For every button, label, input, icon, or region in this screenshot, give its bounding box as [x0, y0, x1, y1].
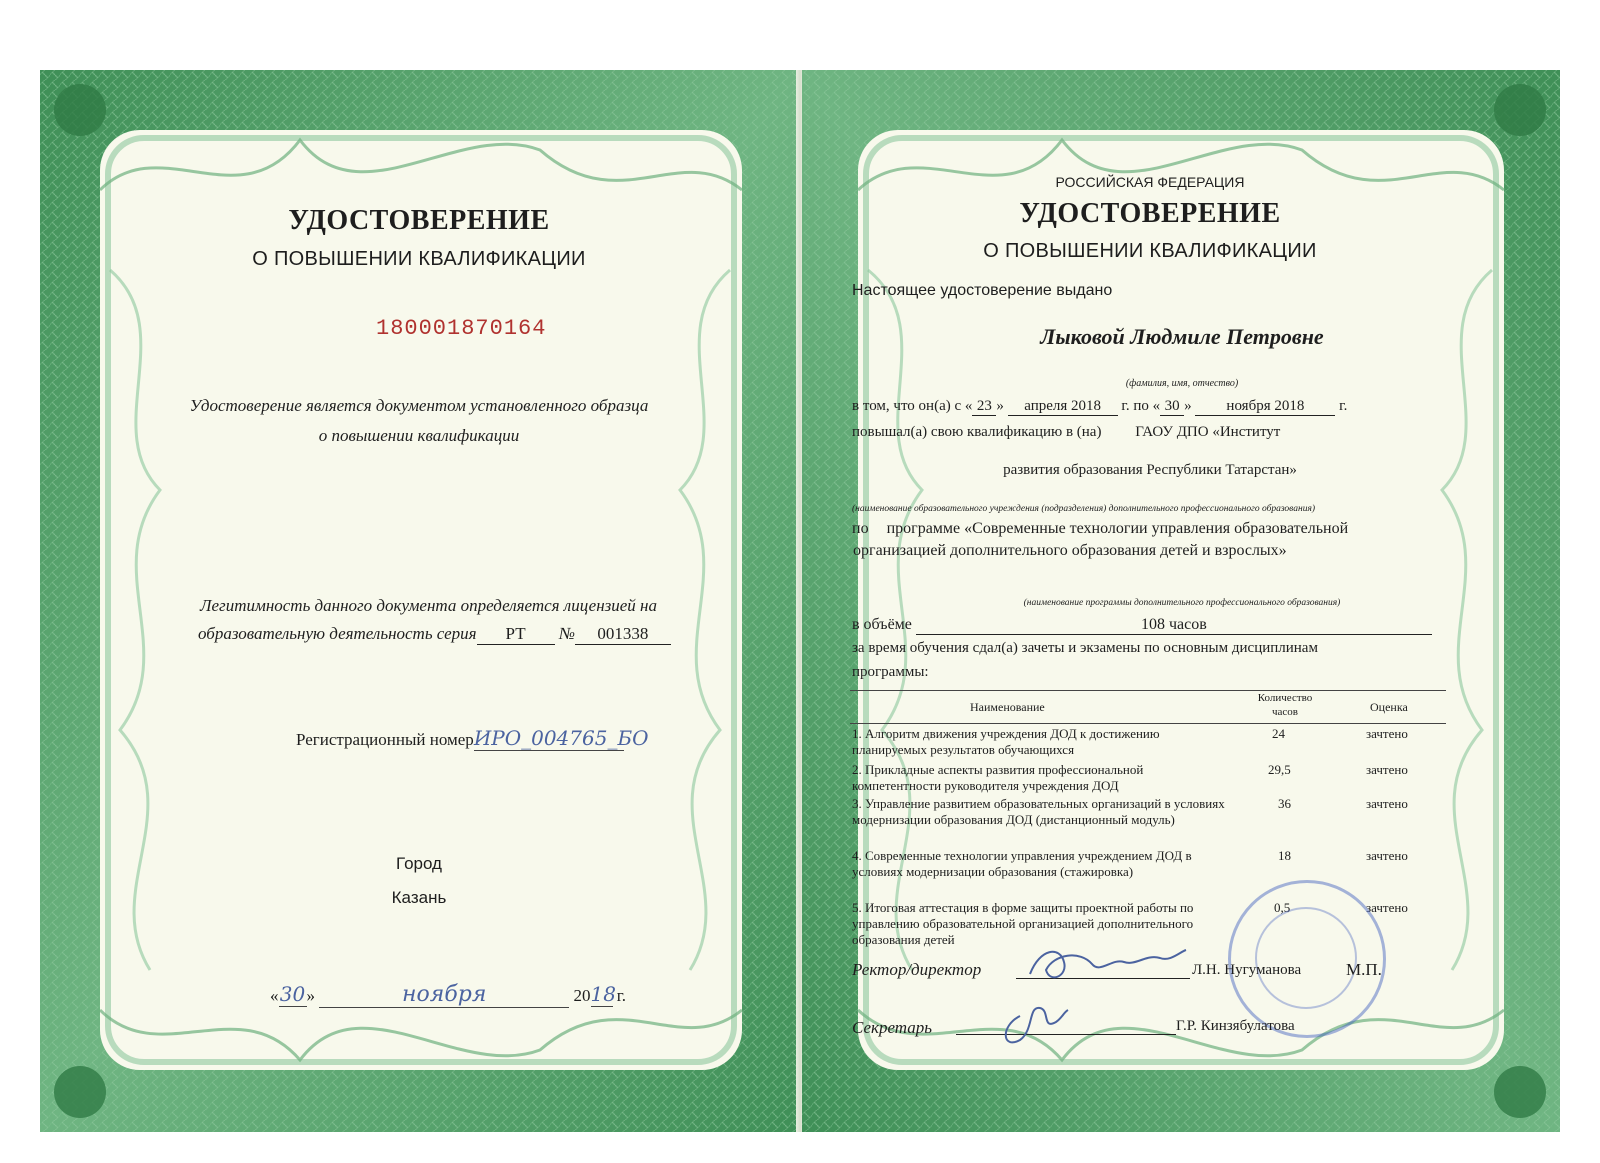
left-subtitle: О ПОВЫШЕНИИ КВАЛИФИКАЦИИ — [252, 248, 586, 270]
end-month: ноября 2018 — [1195, 398, 1335, 416]
legitimacy-line1: Легитимность данного документа определяется лицензией на — [200, 596, 657, 615]
row-hours: 0,5 — [1274, 900, 1291, 915]
table-row — [850, 760, 1446, 794]
rector-name: Л.Н. Нугуманова — [1192, 962, 1302, 978]
license-series: РТ — [477, 624, 555, 645]
table-row — [850, 724, 1446, 760]
date-day: 30 — [279, 982, 306, 1006]
country-label: РОССИЙСКАЯ ФЕДЕРАЦИЯ — [1055, 174, 1245, 190]
city-name: Казань — [391, 888, 447, 907]
left-page — [40, 70, 798, 1132]
row-grade: зачтено — [1366, 762, 1408, 777]
program-line2: организацией дополнительного образования детей и взрослых» — [853, 542, 1287, 559]
license-number: 001338 — [575, 624, 671, 645]
official-seal — [1228, 880, 1386, 1038]
statement-line1: Удостоверение является документом установленного образца — [189, 396, 649, 415]
registration-row — [296, 726, 649, 751]
table-header — [850, 690, 1446, 724]
legitimacy-line2 — [198, 624, 671, 645]
number-sign: № — [558, 624, 575, 643]
institution-line2: развития образования Республики Татарстан» — [1003, 462, 1297, 478]
mp-label: М.П. — [1346, 960, 1382, 979]
issued-to-label: Настоящее удостоверение выдано — [852, 282, 1113, 299]
date-open-quote: « — [270, 986, 279, 1005]
qualified-row — [852, 424, 1280, 441]
to-label: г. по « — [1121, 398, 1161, 414]
volume-value: 108 часов — [916, 616, 1432, 635]
qualified-prefix: повышал(а) свою квалификацию в (на) — [852, 424, 1102, 440]
row-name: 2. Прикладные аспекты развития профессиональной компетентности руководителя учреждения ДОД — [852, 762, 1144, 793]
row-name: 4. Современные технологии управления учреждением ДОД в условиях модернизации образования (стажировка) — [852, 848, 1192, 879]
secretary-name: Г.Р. Кинзябулатова — [1176, 1018, 1295, 1034]
exams-line2: программы: — [852, 664, 929, 680]
statement-line2: о повышении квалификации — [318, 426, 520, 445]
program-line1: программе «Современные технологии управления образовательной — [886, 520, 1349, 537]
row-grade: зачтено — [1366, 796, 1408, 811]
header-grade: Оценка — [1370, 700, 1408, 714]
row-grade: зачтено — [1366, 726, 1408, 741]
holder-full-name: Лыковой Людмиле Петровне — [1040, 324, 1324, 349]
serial-number: 180001870164 — [376, 316, 547, 341]
row-hours: 18 — [1278, 848, 1291, 863]
program-row — [852, 520, 1348, 538]
date-year-prefix: 20 — [573, 986, 591, 1005]
rector-label: Ректор/директор — [852, 960, 982, 979]
date-g: г. — [616, 986, 627, 1005]
period-prefix: в том, что он(а) с « — [852, 398, 973, 414]
city-label: Город — [396, 854, 442, 873]
start-day: 23 — [972, 398, 996, 416]
start-month: апреля 2018 — [1008, 398, 1118, 416]
program-prefix: по — [852, 520, 869, 537]
row-name: 3. Управление развитием образовательных организаций в условиях модернизации образования ДОД (дистанционный модуль) — [852, 796, 1225, 827]
volume-row — [852, 616, 1432, 635]
left-title: УДОСТОВЕРЕНИЕ — [288, 205, 550, 236]
row-grade: зачтено — [1366, 900, 1408, 915]
institution-caption: (наименование образовательного учреждения (подразделения) дополнительного профессионального образования) — [852, 504, 1316, 514]
exams-line1: за время обучения сдал(а) зачеты и экзамены по основным дисциплинам — [852, 640, 1318, 656]
row-name: 1. Алгоритм движения учреждения ДОД к достижению планируемых результатов обучающихся — [852, 726, 1160, 757]
right-title: УДОСТОВЕРЕНИЕ — [1019, 198, 1281, 229]
row-name: 5. Итоговая аттестация в форме защиты проектной работы по управлению образовательной организацией дополнительного образования детей — [852, 900, 1194, 947]
issue-date — [270, 982, 626, 1008]
header-name: Наименование — [970, 700, 1045, 714]
date-year-suffix: 18 — [590, 982, 616, 1006]
end-close: » — [1184, 398, 1192, 414]
legitimacy-prefix: образовательную деятельность серия — [198, 624, 477, 643]
date-close-quote: » — [306, 986, 315, 1005]
volume-label: в объёме — [852, 616, 912, 633]
rector-signature — [1020, 940, 1190, 990]
row-grade: зачтено — [1366, 848, 1408, 863]
registration-number: ИРО_004765_БО — [473, 726, 649, 750]
name-caption: (фамилия, имя, отчество) — [1125, 378, 1239, 389]
institution-line1: ГАОУ ДПО «Институт — [1135, 424, 1281, 440]
right-subtitle: О ПОВЫШЕНИИ КВАЛИФИКАЦИИ — [983, 240, 1317, 262]
study-period — [852, 398, 1347, 416]
end-day: 30 — [1160, 398, 1184, 416]
row-hours: 29,5 — [1268, 762, 1291, 777]
secretary-signature — [990, 996, 1070, 1056]
table-row — [850, 846, 1446, 898]
header-hours: Количество часов — [1257, 692, 1313, 718]
official-seal-inner — [1255, 907, 1357, 1009]
secretary-label: Секретарь — [852, 1018, 932, 1037]
table-row — [850, 794, 1446, 846]
date-month: ноября — [319, 982, 569, 1008]
row-hours: 24 — [1272, 726, 1285, 741]
registration-label: Регистрационный номер — [296, 730, 474, 749]
program-caption: (наименование программы дополнительного профессионального образования) — [1023, 598, 1341, 608]
row-hours: 36 — [1278, 796, 1291, 811]
g-label: г. — [1339, 398, 1348, 414]
start-close: » — [996, 398, 1004, 414]
